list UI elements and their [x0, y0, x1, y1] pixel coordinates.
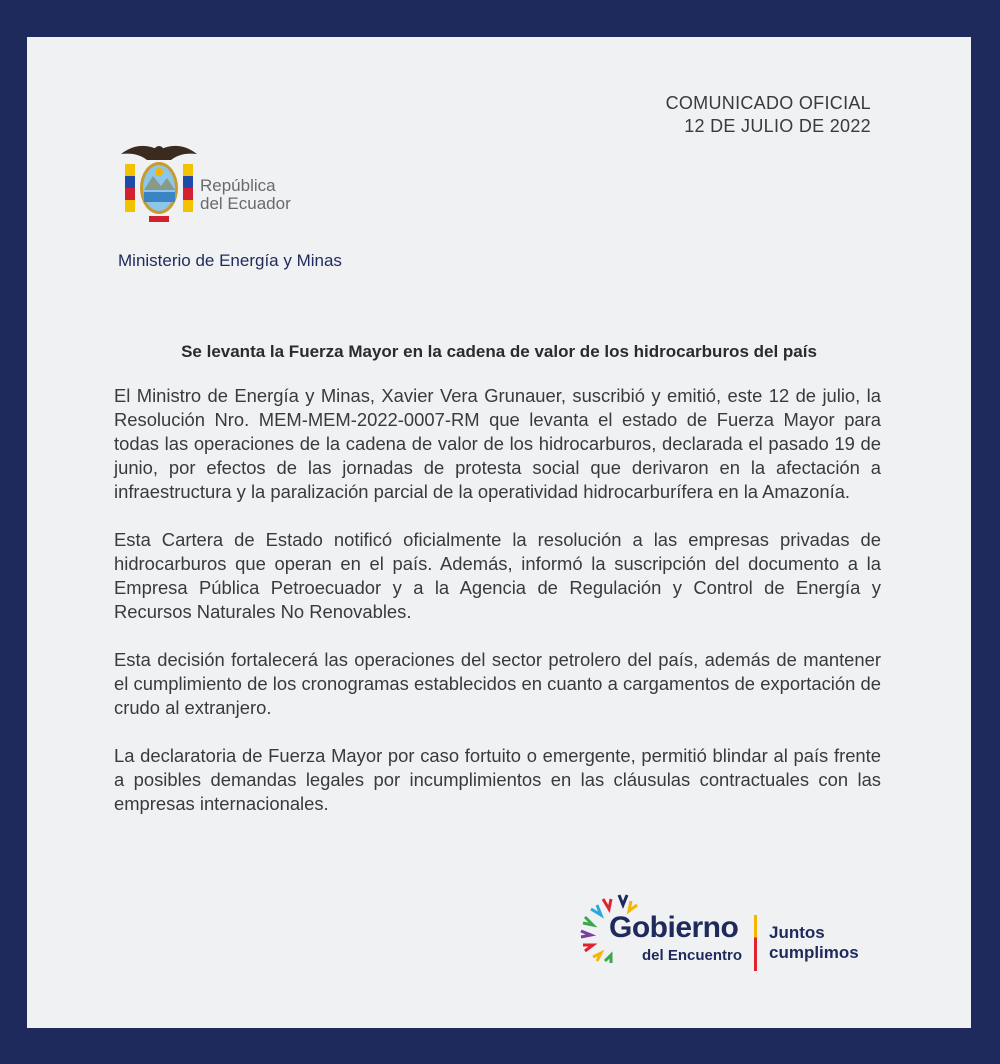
- document-body: [114, 384, 881, 840]
- paragraph: La declaratoria de Fuerza Mayor por caso fortuito o emergente, permitió blindar al país frente a posibles demandas legales por incumplimientos en las cláusulas contractuales con las empresas internacionales.: [114, 745, 881, 814]
- brand-name: Gobierno: [609, 911, 739, 944]
- coat-of-arms-icon: [119, 140, 199, 228]
- paragraph: Esta Cartera de Estado notificó oficialmente la resolución a las empresas privadas de hidrocarburos que operan en el país. Además, informó la suscripción del documento a la Empresa Pública Petroecuador y a la Agencia de Regulación y Control de Energía y Recursos Naturales No Renovables.: [114, 529, 881, 622]
- logo-divider: [754, 915, 757, 971]
- communique-header: [666, 92, 871, 138]
- ministry-name: Ministerio de Energía y Minas: [118, 251, 342, 270]
- communique-date: 12 DE JULIO DE 2022: [684, 116, 871, 136]
- slogan: Juntos cumplimos: [769, 923, 859, 962]
- republic-name: República del Ecuador: [200, 176, 291, 213]
- paragraph: Esta decisión fortalecerá las operaciones del sector petrolero del país, además de mantener el cumplimiento de los cronogramas establecidos en cuanto a cargamentos de exportación de crudo al extranjero.: [114, 649, 881, 718]
- document-title: Se levanta la Fuerza Mayor en la cadena de valor de los hidrocarburos del país: [181, 342, 817, 361]
- document-sheet: [27, 37, 971, 1028]
- communique-label: COMUNICADO OFICIAL: [665, 93, 871, 113]
- brand-subtitle: del Encuentro: [642, 947, 743, 964]
- government-logo: [579, 889, 889, 979]
- paragraph: El Ministro de Energía y Minas, Xavier Vera Grunauer, suscribió y emitió, este 12 de julio, la Resolución Nro. MEM-MEM-2022-0007-RM que levanta el estado de Fuerza Mayor para todas las operaciones de la cadena de valor de los hidrocarburos, declarada el pasado 19 de junio, por efectos de las jornadas de protesta social que derivaron en la afectación a infraestructura y la paralización parcial de la operatividad hidrocarburífera en la Amazonía.: [114, 385, 881, 502]
